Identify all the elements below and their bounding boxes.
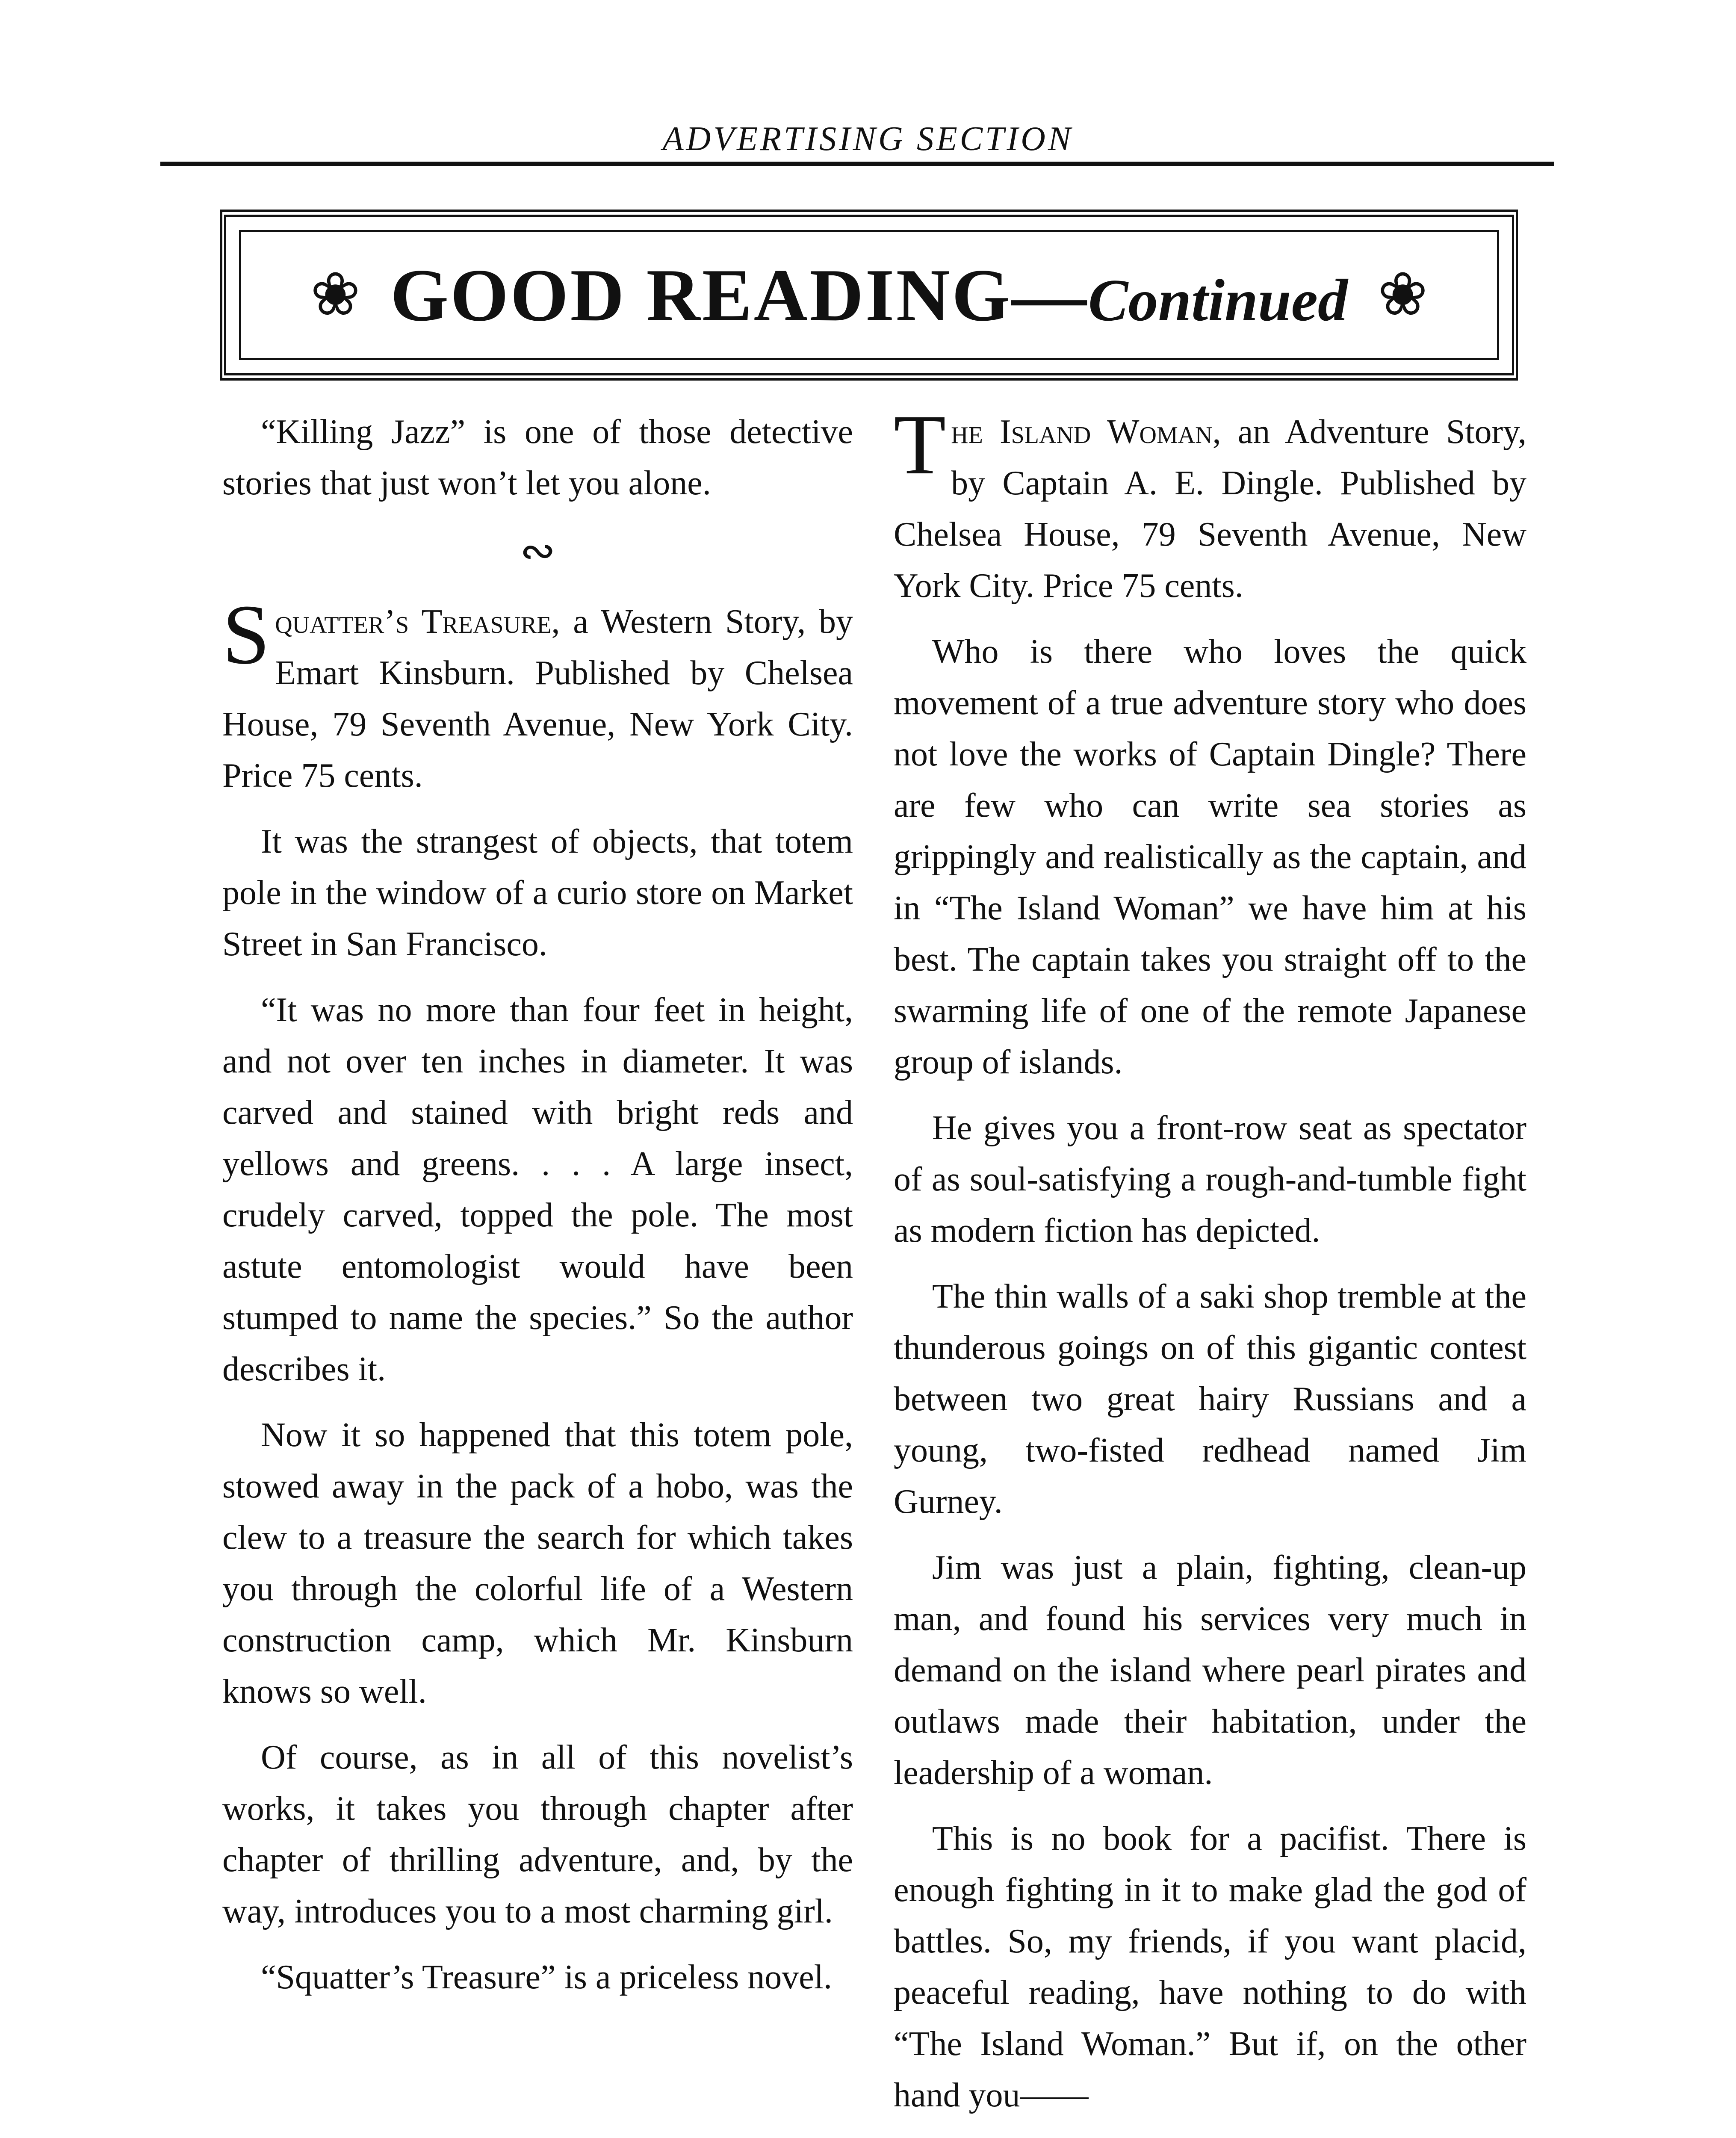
paragraph: Of course, as in all of this novelist’s works, it takes you through chapter after chapter of thrilling adventure, and, by the way, introduces you to a most charming girl.: [222, 1739, 853, 1930]
flower-ornament-icon: ❀: [1377, 262, 1428, 328]
page-title: [390, 252, 1348, 338]
title-main: GOOD READING—: [390, 253, 1089, 337]
drop-cap: S: [222, 588, 270, 682]
review-intro: [222, 588, 853, 801]
paragraph: “It was no more than four feet in height, and not over ten inches in diameter. It was carved and stained with bright reds and yellows and greens. . . . A large insect, crudely carved, topped the pole. The most astute entomologist would have been stumped to name the species.” So the author describes it.: [222, 991, 853, 1388]
paragraph: “Killing Jazz” is one of those detective stories that just won’t let you alone.: [222, 413, 853, 502]
review-intro-text: a Western Story, by Emart Kinsburn. Published by Chelsea House, 79 Seventh Avenue, New York City. Price 75 cents.: [222, 603, 853, 794]
divider-ornament-icon: ∾: [520, 527, 556, 575]
header-rule: [160, 162, 1554, 166]
left-column: [222, 406, 853, 2017]
paragraph: “Squatter’s Treasure” is a priceless novel.: [261, 1958, 832, 1996]
review-intro-text: an Adventure Story, by Captain A. E. Dingle. Published by Chelsea House, 79 Seventh Avenue, New York City. Price 75 cents.: [894, 413, 1526, 605]
paragraph: Who is there who loves the quick movement of a true adventure story who does not love the works of Captain Dingle? There are few who can write sea stories as grippingly and realistically as the captain, and in “The Island Woman” we have him at his best. The captain takes you straight off to the swarming life of one of the remote Japanese group of islands.: [894, 633, 1526, 1081]
paragraph: Now it so happened that this totem pole, stowed away in the pack of a hobo, was the clew to a treasure the search for which takes you through the colorful life of a Western construction camp, which Mr. Kinsburn knows so well.: [222, 1416, 853, 1710]
review-intro: [894, 398, 1526, 611]
paragraph: It was the strangest of objects, that totem pole in the window of a curio store on Market Street in San Francisco.: [222, 823, 853, 963]
paragraph: The thin walls of a saki shop tremble at the thunderous goings on of this gigantic contest between two great hairy Russians and a young, two-fisted redhead named Jim Gurney.: [894, 1278, 1526, 1521]
paragraph: Jim was just a plain, fighting, clean-up man, and found his services very much in demand on the island where pearl pirates and outlaws made their habitation, under the leadership of a woman.: [894, 1549, 1526, 1792]
title-subtitle: Continued: [1088, 267, 1348, 334]
right-column: [894, 398, 1526, 2135]
paragraph: This is no book for a pacifist. There is enough fighting in it to make glad the god of battles. So, my friends, if you want placid, peaceful reading, have nothing to do with “The Island Woman.” But if, on the other hand you——: [894, 1820, 1526, 2114]
title-inner-frame: [239, 230, 1499, 360]
title-banner: [220, 210, 1518, 381]
book-title: quatter’s Treasure,: [275, 603, 560, 641]
flower-ornament-icon: ❀: [310, 262, 361, 328]
running-head: ADVERTISING SECTION: [662, 120, 1074, 158]
drop-cap: T: [894, 398, 946, 492]
book-title: he Island Woman,: [951, 413, 1221, 451]
paragraph: He gives you a front-row seat as spectator of as soul-satisfying a rough-and-tumble fight as modern fiction has depicted.: [894, 1109, 1526, 1249]
